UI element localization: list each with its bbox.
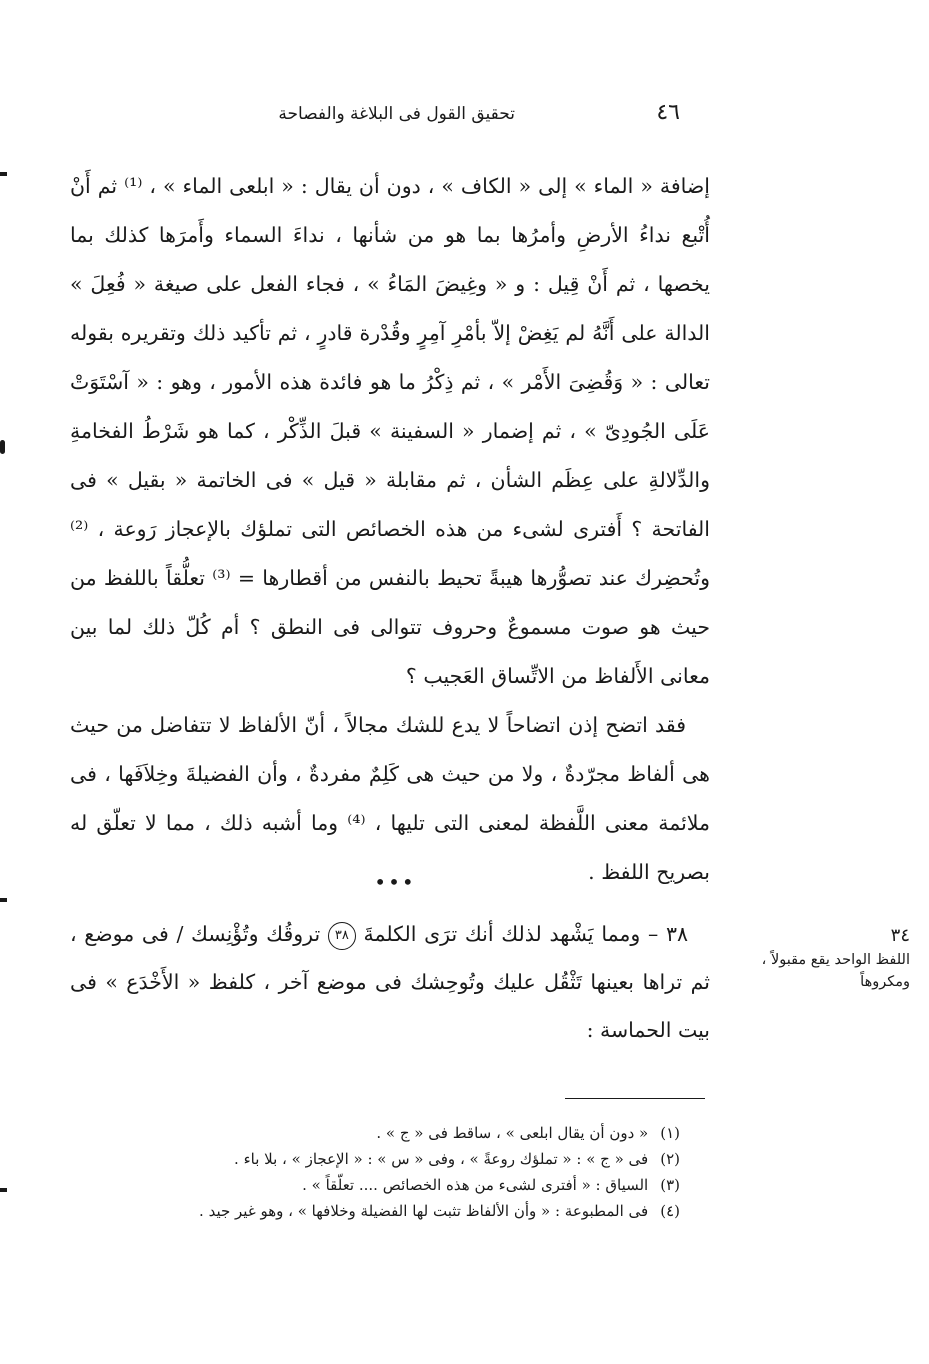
section-paragraph [70, 910, 710, 1054]
margin-note-number: ٣٤ [890, 925, 910, 946]
margin-note [760, 925, 910, 993]
footnote-number: (٢) [660, 1150, 680, 1168]
footnotes [120, 1120, 680, 1224]
page-number: ٤٦ [656, 100, 680, 125]
footnote-number: (١) [660, 1124, 680, 1142]
page-header [240, 100, 680, 140]
section-separator: ••• [374, 870, 416, 894]
footnote-number: (٣) [660, 1176, 680, 1194]
footnote [120, 1146, 680, 1172]
footnote-text: فى « ج » : « تملؤك روعةً » ، وفى « س » : « الإعجاز » ، بلا باء . [234, 1150, 649, 1168]
section-38 [70, 910, 710, 1054]
circled-number-icon: ٣٨ [328, 922, 356, 950]
paragraph: إضافة « الماء » إلى « الكاف » ، دون أن يقال : « ابلعى الماء » ، ⁽¹⁾ ثم أَنْ أُتْبع نداءُ الأرضِ وأمرُها بما هو من شأنها ، نداءَ السماء وأَمرَها كذلك بما يخصها ، ثم أَنْ قِيل : و « وغِيضَ المَاءُ » ، فجاء الفعل على صيغة « فُعِلَ » الدالة على أَنَّهُ لم يَغِضْ إلاّ بأمْرِ آمِرٍ وقُدْرة قادرٍ ، ثم تأكيد ذلك وتقريره بقوله تعالى : « وَقُضِىَ الأَمْر » ، ثم ذِكْرُ ما هو فائدة هذه الأمور ، وهو : « آسْتَوَتْ عَلَى الجُودِىّ » ، ثم إضمار « السفينة » قبلَ الذِّكْر ، كما هو شَرْطُ الفخامةِ والدِّلالةِ على عِظَم الشأن ، ثم مقابلة « قيل » فى الخاتمة « بقيل » فى الفاتحة ؟ أَفترى لشىء من هذه الخصائص التى تملؤك بالإعجاز رَوعة ، ⁽²⁾ وتُحضِرك عند تصوُّرها هيبةً تحيط بالنفس من أقطارها = ⁽³⁾ تعلُّقاً باللفظ من حيث هو صوت مسموعٌ وحروف تتوالى فى النطق ؟ أم كُلّ ذلك لما بين معانى الأَلفاظ من الاتِّساق العَجيب ؟ [70, 174, 711, 688]
paragraph: فقد اتضح إذن اتضاحاً لا يدع للشك مجالاً ، أنّ الألفاظ لا تتفاضل من حيث هى ألفاظ مجرّدةٌ ، ولا من حيث هى كَلِمٌ مفردةٌ ، وأن الفضيلةَ وخِلاَفَها ، فى ملائمة معنى اللَّفظة لمعنى التى تليها ، ⁽⁴⁾ وما أشبه ذلك ، مما لا تعلّق له بصريح اللفظ . [70, 713, 710, 884]
footnote [120, 1120, 680, 1146]
scan-edge-mark [0, 1188, 7, 1192]
section-text: – ومما يَشْهد لذلك أنك ترَى الكلمةَ [363, 922, 659, 946]
footnote-text: فى المطبوعة : « وأن الألفاظ تثبت لها الفضيلة وخلافها » ، وهو غير جيد . [199, 1202, 649, 1220]
section-number: ٣٨ [665, 922, 688, 946]
section-text: تروقُك وتُؤْنِسك / فى موضع ، ثم تراها بعينها تَثْقُل عليك وتُوحِشك فى موضع آخر ، كلفظ « الأَخْدَع » فى بيت الحماسة : [70, 922, 710, 1042]
footnote-text: « دون أن يقال ابلعى » ، ساقط فى « ج » . [376, 1124, 649, 1142]
margin-note-text: اللفظ الواحد يقع مقبولاً ، ومكروهاً [761, 952, 910, 990]
scan-edge-mark [0, 898, 7, 902]
scan-edge-mark [0, 440, 5, 454]
footnote-number: (٤) [660, 1202, 680, 1220]
scan-edge-mark [0, 172, 7, 176]
footnote [120, 1198, 680, 1224]
footnote-divider [565, 1098, 705, 1099]
footnote-text: السياق : « أفترى لشىء من هذه الخصائص .... تعلّقاً » . [302, 1176, 649, 1194]
main-text [70, 162, 710, 897]
footnote [120, 1172, 680, 1198]
running-title: تحقيق القول فى البلاغة والفصاحة [278, 104, 515, 124]
